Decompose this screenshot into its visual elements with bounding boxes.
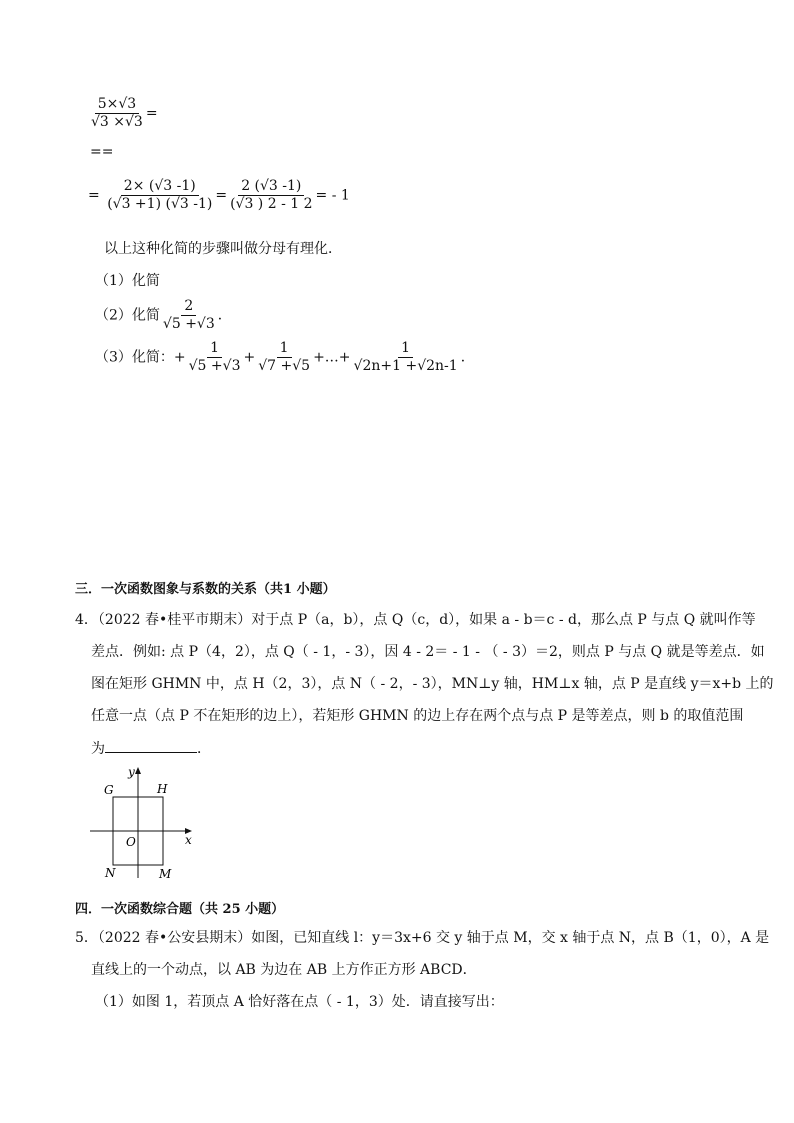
fraction-denominator: (√3 ) 2 - 1 2: [230, 196, 313, 212]
fraction-numerator: 2× (√3 -1): [121, 178, 199, 196]
question-4-line-2: 差点．例如: 点 P（4，2），点 Q（ - 1，- 3），因 4 - 2＝ - 1 - （ - 3）＝2，则点 P 与点 Q 就是等差点．如: [91, 644, 765, 660]
answer-blank: [105, 738, 197, 753]
fraction-denominator: (√3 +1) (√3 -1): [107, 196, 213, 212]
section-3-heading: 三．一次函数图象与系数的关系（共1 小题）: [75, 582, 336, 597]
fraction-numerator: 2 (√3 -1): [238, 178, 304, 196]
plus-sign: +: [243, 349, 256, 366]
equals-sign: =: [145, 105, 158, 122]
label-origin: O: [126, 835, 136, 849]
equation-2: ==: [90, 144, 114, 160]
question-4-line-4: 任意一点（点 P 不在矩形的边上），若矩形 GHMN 的边上存在两个点与点 P 是等差点，则 b 的取值范围: [91, 708, 744, 724]
fraction-denominator: √2n+1 +√2n-1: [353, 358, 458, 374]
fraction: [351, 340, 461, 375]
label-n: N: [105, 866, 116, 880]
ellipsis: +…+: [313, 349, 351, 366]
part-3: [95, 340, 475, 375]
answer-prefix: 为: [91, 741, 105, 757]
period: ．: [217, 307, 232, 324]
fraction-denominator: √5 +√3: [162, 316, 215, 332]
label-x: x: [185, 833, 192, 847]
fraction-numerator: 2: [181, 298, 196, 316]
part-3-label: （3）化简：+: [95, 349, 186, 366]
fraction-numerator: 1: [207, 340, 222, 358]
part-2: [95, 298, 232, 333]
label-y: y: [128, 765, 135, 779]
label-m: M: [159, 867, 172, 881]
period: ．: [460, 349, 475, 366]
fraction-numerator: 1: [277, 340, 292, 358]
fraction-numerator: 5×√3: [95, 96, 139, 114]
question-5-line-3: （1）如图 1，若顶点 A 恰好落在点（ - 1，3）处．请直接写出：: [95, 994, 504, 1010]
part-1: （1）化简: [95, 273, 160, 289]
question-4-line-1: 4．（2022 春•桂平市期末）对于点 P（a，b），点 Q（c，d），如果 a - b＝c - d，那么点 P 与点 Q 就叫作等: [75, 612, 756, 628]
y-axis-arrow: [135, 767, 141, 774]
fraction-numerator: 1: [398, 340, 413, 358]
equation-1: [88, 96, 158, 131]
question-5-line-1: 5．（2022 春•公安县期末）如图，已知直线 l：y＝3x+6 交 y 轴于点 M，交 x 轴于点 N，点 B（1，0），A 是: [75, 930, 770, 946]
question-4-line-3: 图在矩形 GHMN 中，点 H（2，3），点 N（ - 2，- 3），MN⊥y 轴，HM⊥x 轴，点 P 是直线 y＝x+b 上的: [91, 676, 774, 692]
fraction: [104, 178, 215, 213]
fraction: [160, 298, 218, 333]
question-4-line-5: [91, 738, 211, 759]
result: = - 1: [315, 187, 350, 204]
rectangle-ghmn-figure: [86, 762, 206, 884]
equals-sign: =: [215, 187, 228, 204]
equals-sign: =: [88, 187, 100, 204]
part-2-label: （2）化简: [95, 307, 160, 324]
fraction: [255, 340, 313, 375]
fraction: [88, 96, 146, 131]
fraction-denominator: √7 +√5: [258, 358, 311, 374]
label-h: H: [157, 782, 168, 796]
label-g: G: [104, 783, 114, 797]
section-4-heading: 四．一次函数综合题（共 25 小题）: [75, 902, 285, 917]
equation-3: [88, 178, 350, 213]
question-5-line-2: 直线上的一个动点，以 AB 为边在 AB 上方作正方形 ABCD．: [91, 962, 477, 978]
period: ．: [197, 741, 211, 757]
fraction-denominator: √3 ×√3: [91, 114, 143, 130]
fraction: [186, 340, 244, 375]
fraction-denominator: √5 +√3: [188, 358, 241, 374]
fraction: [227, 178, 315, 213]
rationalization-note: 以上这种化简的步骤叫做分母有理化．: [104, 241, 342, 257]
